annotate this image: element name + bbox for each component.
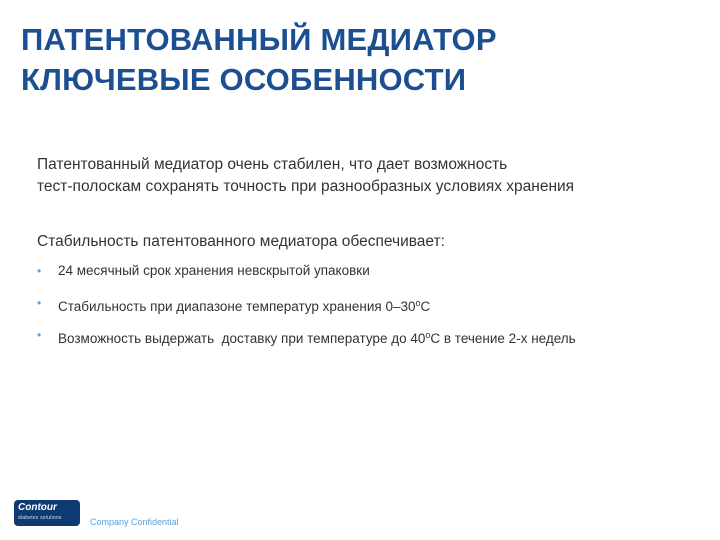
- bullet-text-unit: С: [420, 299, 431, 314]
- logo-tagline: diabetes solutions: [18, 515, 62, 521]
- bullet-dot-icon: •: [37, 328, 42, 342]
- bullet-dot-icon: •: [37, 264, 42, 278]
- bullet-text: Стабильность при диапазоне температур хранения 0–30: [58, 299, 416, 314]
- bullet-text: 24 месячный срок хранения невскрытой упаковки: [58, 263, 370, 278]
- bullet-text: Возможность выдержать доставку при температуре до 40: [58, 331, 426, 346]
- degree-superscript: о: [425, 330, 431, 340]
- contour-logo: [14, 500, 80, 526]
- logo-wordmark: Contour: [18, 502, 57, 513]
- bullet-item-shelf-life: [37, 262, 707, 294]
- page-title: [21, 20, 497, 100]
- bullet-text-unit: С в течение 2-х недель: [430, 331, 576, 346]
- degree-superscript: о: [415, 298, 421, 308]
- bullet-item-shipping: [37, 326, 707, 358]
- bullet-dot-icon: •: [37, 296, 42, 310]
- intro-paragraph: [37, 154, 697, 198]
- intro-line-1: Патентованный медиатор очень стабилен, что дает возможность: [37, 156, 508, 173]
- title-line-2: КЛЮЧЕВЫЕ ОСОБЕННОСТИ: [21, 62, 467, 97]
- bullet-list: [37, 262, 707, 358]
- title-line-1: ПАТЕНТОВАННЫЙ МЕДИАТОР: [21, 22, 497, 57]
- stability-heading: Стабильность патентованного медиатора обеспечивает:: [37, 233, 445, 250]
- intro-line-2: тест-полоскам сохранять точность при разнообразных условиях хранения: [37, 178, 575, 195]
- confidential-label: Company Confidential: [90, 517, 179, 527]
- bullet-item-temperature-range: [37, 294, 707, 326]
